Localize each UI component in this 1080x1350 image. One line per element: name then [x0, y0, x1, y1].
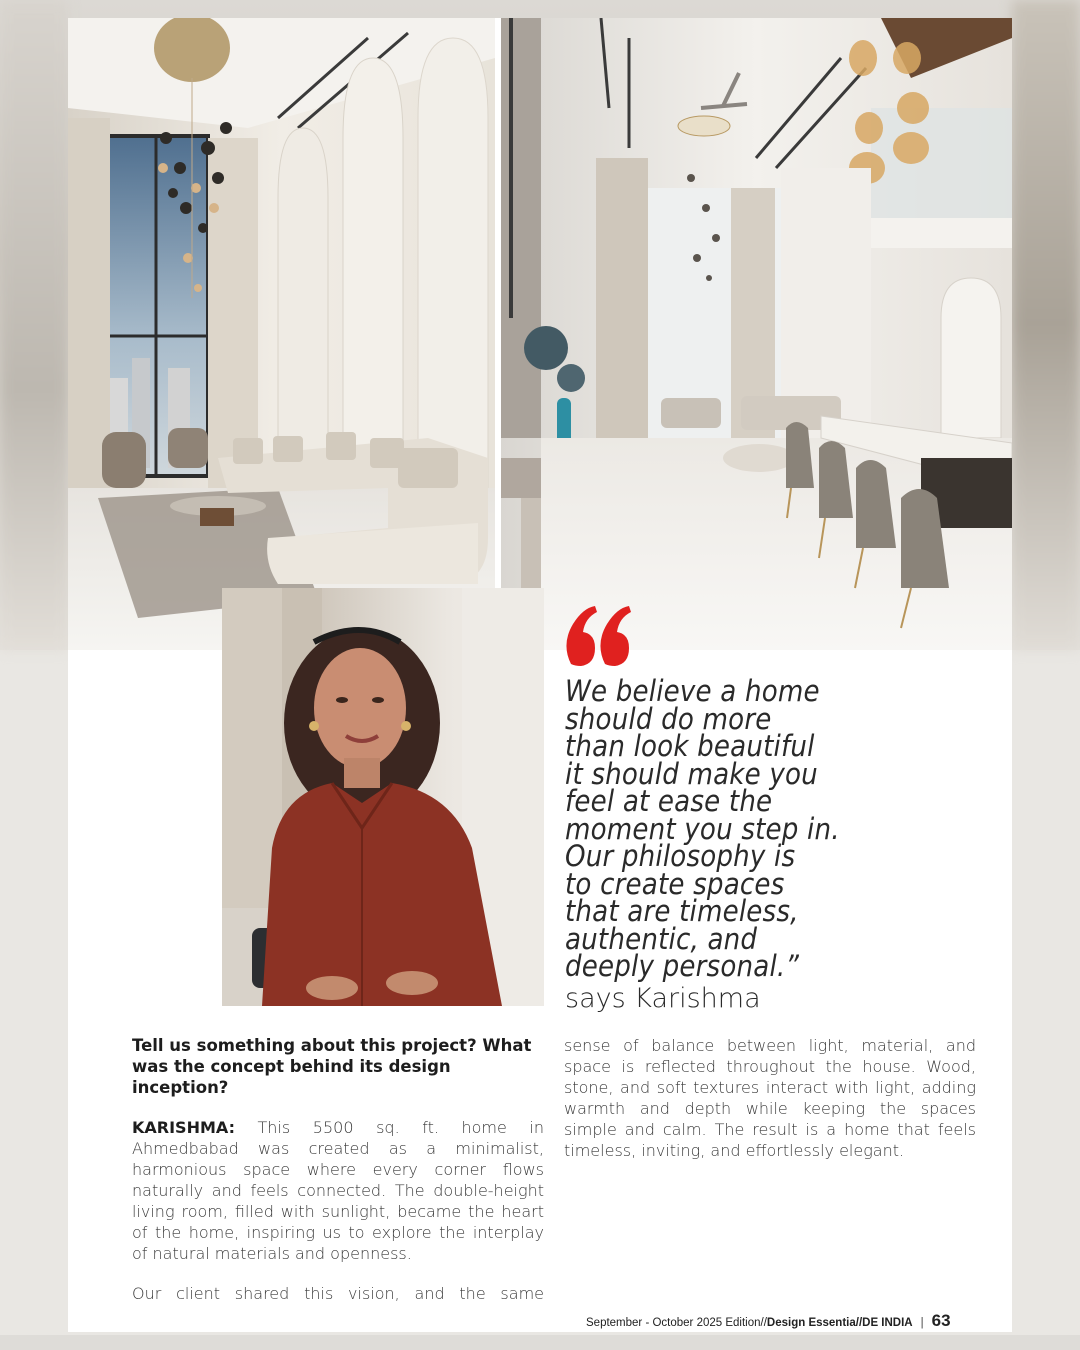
quote-line: moment you step in. — [565, 811, 840, 846]
answer-paragraph-1 — [132, 1117, 544, 1264]
quote-line: that are timeless, — [565, 894, 799, 928]
quote-mark-icon — [565, 604, 645, 668]
answer-paragraph-2: Our client shared this vision, and the same — [132, 1284, 544, 1303]
footer-separator: | — [920, 1317, 924, 1329]
magazine-name: Design Essentia//DE INDIA — [766, 1317, 913, 1329]
quote-line: to create spaces — [565, 866, 785, 901]
article-column-left — [132, 1035, 544, 1323]
quote-attribution: says Karishma — [565, 983, 761, 1014]
quote-line: than look beautiful — [565, 729, 815, 763]
answer-paragraph-3: sense of balance between light, material, and space is reflected throughout the house. Wood, stone, and soft textures interact with light, adding warmth and depth while keeping the spaces simple and calm. The result is a home that feels timeless, inviting, and effortlessly elegant. — [564, 1036, 976, 1160]
backdrop-bottom — [0, 1335, 1080, 1350]
living-room-photo — [68, 18, 495, 650]
designer-portrait-photo — [222, 588, 544, 1006]
interview-question: Tell us something about this project? What was the concept behind its design inception? — [132, 1036, 532, 1097]
quote-line: should do more — [565, 701, 772, 736]
dining-room-photo — [501, 18, 1012, 650]
backdrop-right — [1012, 0, 1080, 650]
quote-line: feel at ease the — [565, 784, 773, 818]
quote-line: authentic, and — [565, 921, 758, 956]
backdrop-left — [0, 0, 68, 650]
pull-quote — [565, 674, 905, 983]
quote-line: deeply personal.” — [565, 949, 800, 983]
page-footer — [586, 1311, 986, 1331]
edition-label: September - October 2025 Edition// — [586, 1317, 767, 1329]
speaker-label: KARISHMA: — [132, 1118, 235, 1137]
quote-line: Our philosophy is — [565, 839, 796, 873]
magazine-page — [68, 18, 1012, 1332]
quote-line: it should make you — [565, 756, 818, 791]
answer-text: This 5500 sq. ft. home in Ahmedbabad was created as a minimalist, harmonious space where every corner flows naturally and feels connected. The double-height living room, filled with sunlight, became the heart of the home, inspiring us to explore the interplay of natural materials and openness. — [132, 1118, 544, 1263]
article-column-right — [564, 1035, 976, 1180]
page-number: 63 — [931, 1311, 951, 1330]
quote-line: We believe a home — [565, 674, 820, 708]
